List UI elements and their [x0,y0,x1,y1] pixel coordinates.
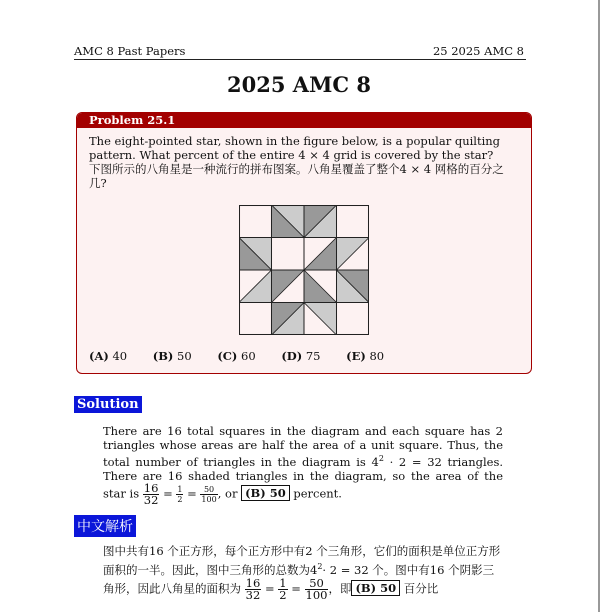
zh-solution-text: 图中共有16 个正方形，每个正方形中有2 个三角形，它们的面积是单位正方形面积的一半。因此，图中三角形的总数为$4^2\cdot 2 = 32$ 个。图中有16 个阴影三角形，因此八角星的面积为 $\frac{16}{32}$ = $\frac{1}{2}$ = $\frac{50}{100}$ ，即 (B) 50 百分比 [103,544,501,602]
choice-a: (A) 40 [89,349,128,363]
choice-e: (E) 80 [346,349,385,363]
fraction: $\frac{1}{2}$ [279,575,287,602]
fraction: $\frac{16}{32}$ [245,575,261,602]
problem-text-en: The eight-pointed star, shown in the figure below, is a popular quilting pattern. What percent of the entire 4 × 4 grid is covered by the star? [89,134,501,162]
fraction: $\frac{50}{100}$ [305,575,328,602]
fraction: $\frac{16}{32}$ [143,480,159,507]
problem-text-zh: 下图所示的八角星是一种流行的拼布图案。八角星覆盖了整个4 × 4 网格的百分之几? [89,162,504,190]
problem-box [76,112,532,374]
answer-choices [89,349,406,363]
fraction: $\frac{1}{2}$ [177,484,183,504]
problem-label: Problem 25.1 [77,113,531,128]
grid-lines [239,205,369,335]
star-triangle [304,303,337,336]
star-triangle [304,238,337,271]
star-triangle [337,238,370,271]
star-triangle [239,270,272,303]
answer-box: (B) 50 [241,485,290,501]
zh-solution-label: 中文解析 [74,515,136,537]
solution-label: Solution [74,396,142,413]
header-left: AMC 8 Past Papers [74,44,186,58]
header-rule [74,59,526,60]
page-title: 2025 AMC 8 [227,72,371,97]
fraction: $\frac{50}{100}$ [201,484,217,504]
zh-answer-box: (B) 50 [351,580,400,596]
choice-c: (C) 60 [217,349,256,363]
solution-text: There are 16 total squares in the diagram and each square has 2 triangles whose areas are half the area of a unit square. Thus, the total number of triangles in the diagram is $4^2 \cdot 2 = 32$ triangles. There are 16 shaded triangles in the diagram, so the area of the star is $\frac{16}{32}$ = $\frac{1}{2}$ = $\frac{50}{100}$ , or (B) 50 percent. [103,424,504,507]
header-right: 25 2025 AMC 8 [432,44,524,58]
star-triangle [272,270,305,303]
choice-d: (D) 75 [281,349,321,363]
choice-b: (B) 50 [152,349,192,363]
star-grid-figure [239,205,369,335]
star-triangle [304,270,337,303]
